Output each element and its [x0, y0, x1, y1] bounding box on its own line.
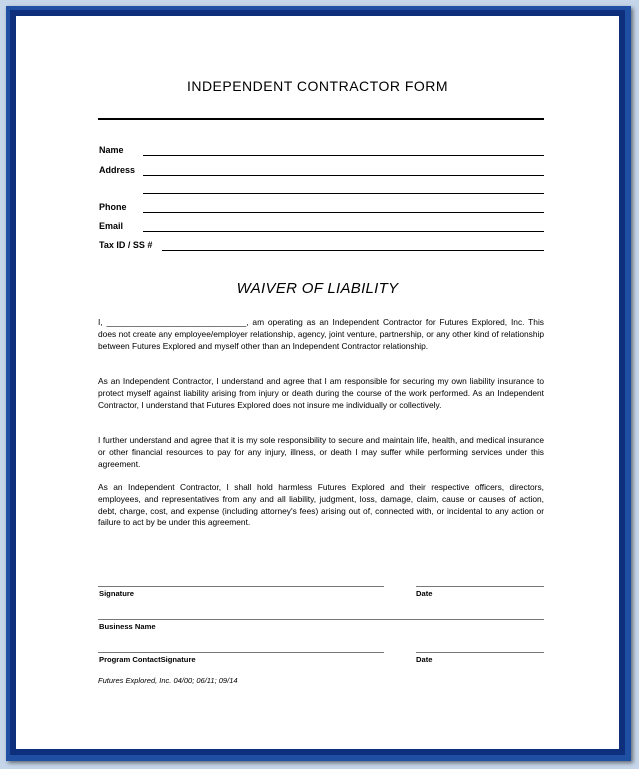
program-contact-line[interactable] — [98, 652, 384, 653]
business-name-label: Business Name — [99, 622, 156, 631]
address-field-1[interactable] — [143, 175, 544, 176]
date-line-2[interactable] — [416, 652, 544, 653]
waiver-paragraph-4: As an Independent Contractor, I shall hold harmless Futures Explored and their respective officers, directors, employees, and representatives from any and all liability, judgment, loss, damage, claim, cause or causes of action, debt, charge, cost, and expense (including attorney's fees) arising out of, connected with, or incidental to any action or failure to act by be under this agreement. — [98, 482, 544, 528]
signature-label: Signature — [99, 589, 135, 598]
waiver-paragraph-3: I further understand and agree that it is my sole responsibility to secure and maintain life, health, and medical insurance or other financial resources to pay for any injury, illness, or death I may suffer while performing services under this agreement. — [98, 435, 544, 469]
email-label: Email — [99, 221, 124, 231]
signature-line[interactable] — [98, 586, 384, 587]
phone-field[interactable] — [143, 212, 544, 213]
footer-revision: Futures Explored, Inc. 04/00; 06/11; 09/14 — [98, 676, 238, 685]
name-field[interactable] — [143, 155, 544, 156]
date-line-1[interactable] — [416, 586, 544, 587]
email-field[interactable] — [143, 231, 544, 232]
business-name-line[interactable] — [98, 619, 544, 620]
taxid-field[interactable] — [162, 250, 544, 251]
phone-label: Phone — [99, 202, 127, 212]
waiver-paragraph-1: I, ______________________________, am operating as an Independent Contractor for Futures Explored, Inc. This does not create any employee/employer relationship, agency, joint venture, partnership, or any other kind of relationship between Futures Explored and myself other than an Independent Contractor relationship. — [98, 317, 544, 351]
taxid-label: Tax ID / SS # — [99, 240, 153, 250]
waiver-title: WAIVER OF LIABILITY — [236, 280, 399, 297]
document-page — [16, 16, 619, 749]
date-label-2: Date — [416, 655, 433, 664]
program-contact-label: Program ContactSignature — [99, 655, 196, 664]
date-label-1: Date — [416, 589, 433, 598]
name-label: Name — [99, 145, 124, 155]
title-rule — [98, 118, 544, 120]
address-label: Address — [99, 165, 136, 175]
waiver-paragraph-2: As an Independent Contractor, I understand and agree that I am responsible for securing my own liability insurance to protect myself against liability arising from injury or death during the course of the work performed. As an Independent Contractor, I understand that Futures Explored does not insure me individually or collectively. — [98, 376, 544, 410]
form-title: INDEPENDENT CONTRACTOR FORM — [186, 78, 449, 94]
address-field-2[interactable] — [143, 193, 544, 194]
